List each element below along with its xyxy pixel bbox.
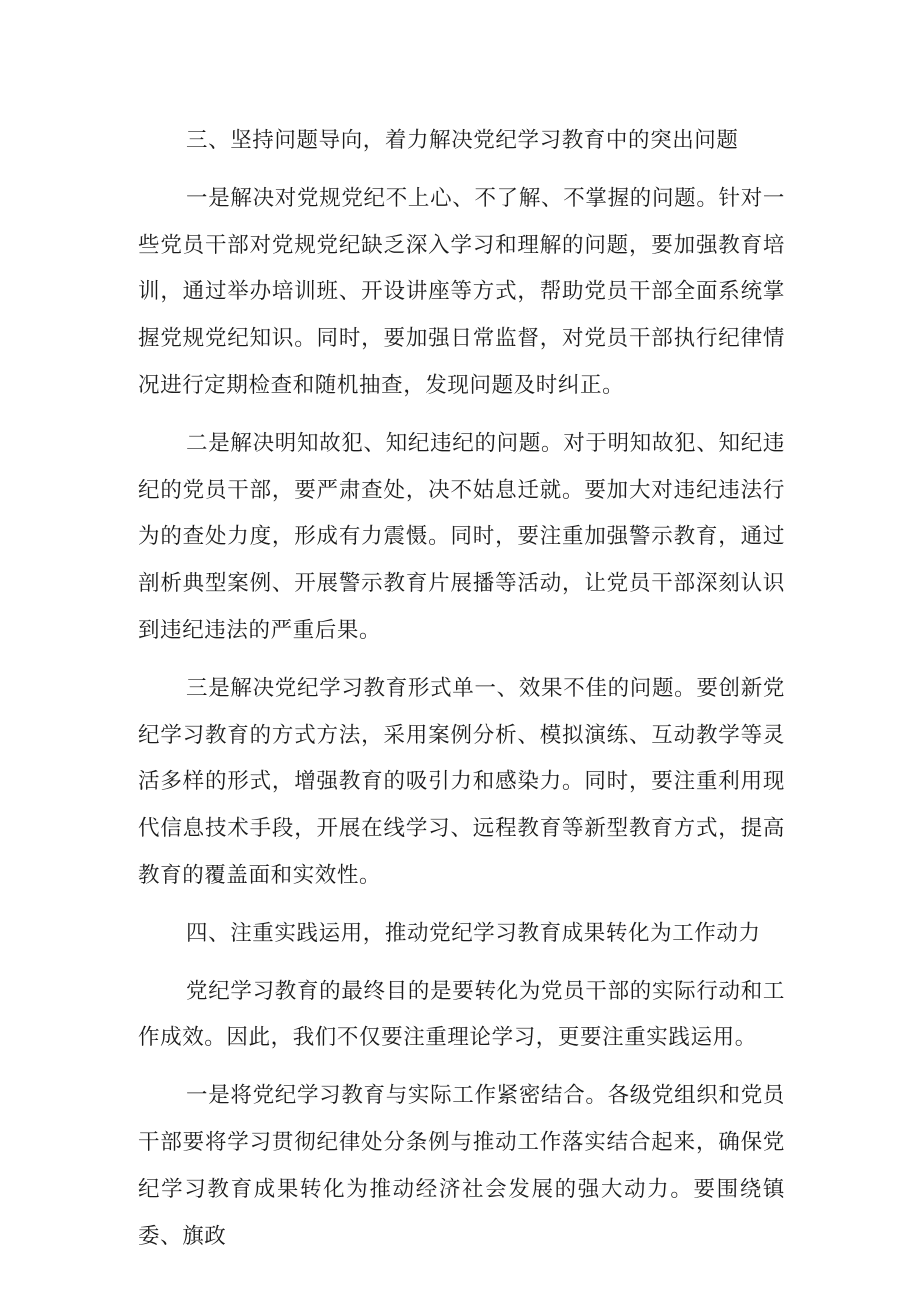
- paragraph-practice-one: 一是将党纪学习教育与实际工作紧密结合。各级党组织和党员干部要将学习贯彻纪律处分条例与推动工作落实结合起来，确保党纪学习教育成果转化为推动经济社会发展的强大动力。要围绕镇委、旗政: [138, 1083, 785, 1249]
- paragraph-problem-two: 二是解决明知故犯、知纪违纪的问题。对于明知故犯、知纪违纪的党员干部，要严肃查处，决不姑息迁就。要加大对违纪违法行为的查处力度，形成有力震慑。同时，要注重加强警示教育，通过剖析典型案例、开展警示教育片展播等活动，让党员干部深刻认识到违纪违法的严重后果。: [138, 430, 785, 643]
- section-heading-three: 三、坚持问题导向，着力解决党纪学习教育中的突出问题: [186, 128, 739, 153]
- paragraph-problem-one: 一是解决对党规党纪不上心、不了解、不掌握的问题。针对一些党员干部对党规党纪缺乏深入学习和理解的问题，要加强教育培训，通过举办培训班、开设讲座等方式，帮助党员干部全面系统掌握党规党纪知识。同时，要加强日常监督，对党员干部执行纪律情况进行定期检查和随机抽查，发现问题及时纠正。: [138, 185, 785, 398]
- paragraph-practice-intro: 党纪学习教育的最终目的是要转化为党员干部的实际行动和工作成效。因此，我们不仅要注重理论学习，更要注重实践运用。: [138, 978, 785, 1051]
- paragraph-problem-three: 三是解决党纪学习教育形式单一、效果不佳的问题。要创新党纪学习教育的方式方法，采用案例分析、模拟演练、互动教学等灵活多样的形式，增强教育的吸引力和感染力。同时，要注重利用现代信息技术手段，开展在线学习、远程教育等新型教育方式，提高教育的覆盖面和实效性。: [138, 675, 785, 888]
- section-heading-four: 四、注重实践运用，推动党纪学习教育成果转化为工作动力: [186, 920, 761, 946]
- document-body: [138, 118, 785, 1271]
